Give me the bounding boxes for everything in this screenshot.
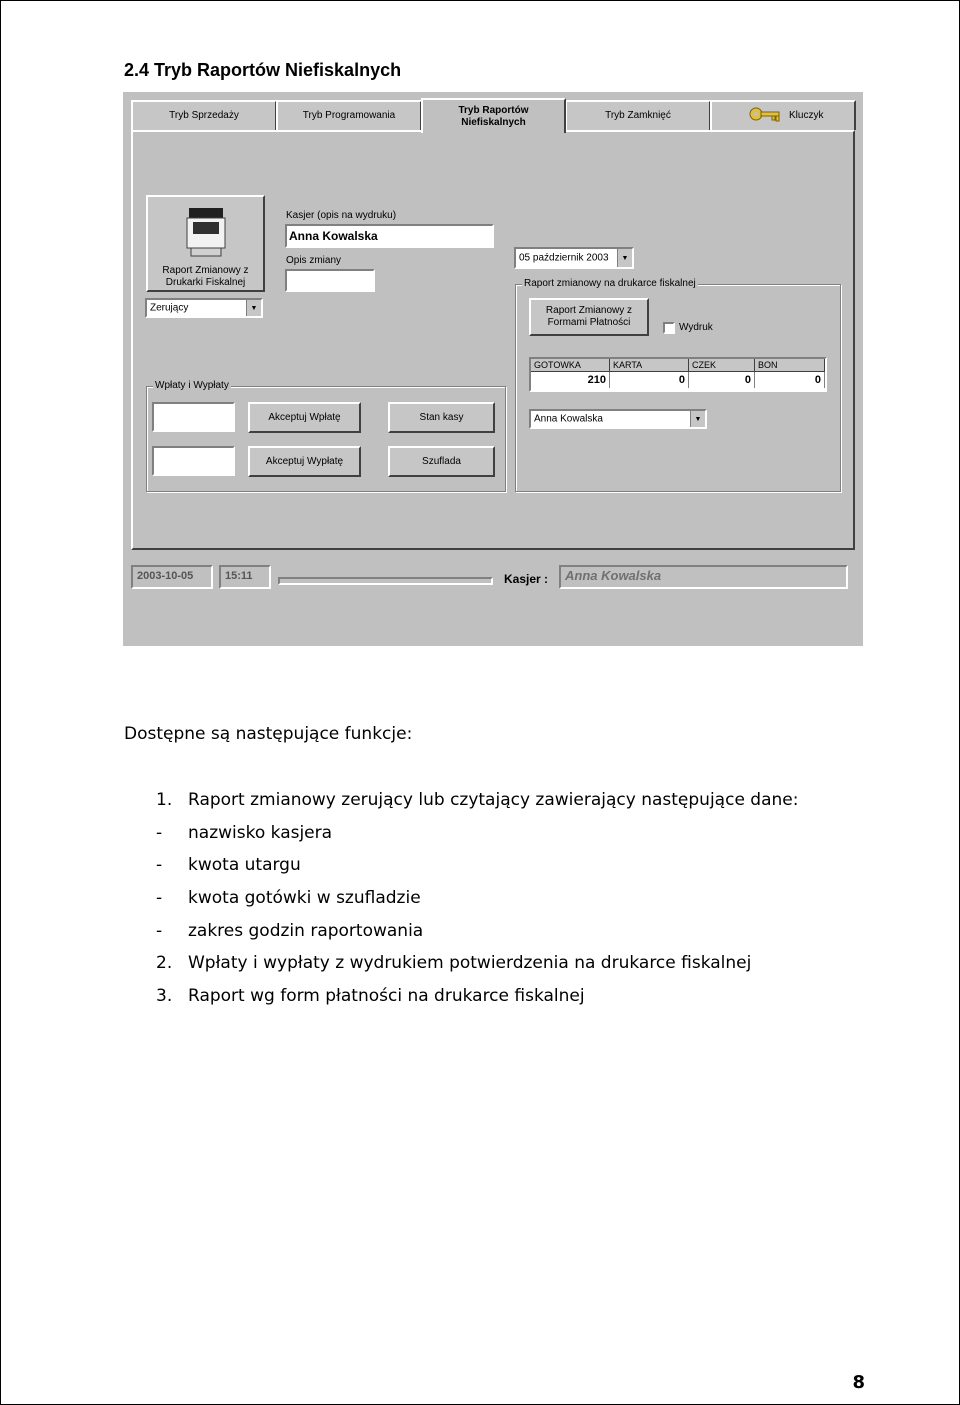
drawer-button[interactable]: Szuflada bbox=[388, 446, 495, 477]
grid-header-check: CZEK bbox=[689, 359, 755, 372]
payment-grid bbox=[529, 357, 827, 392]
payment-forms-report-button[interactable]: Raport Zmianowy z Formami Płatności bbox=[529, 298, 649, 336]
list-text: nazwisko kasjera bbox=[188, 823, 333, 843]
list-text: Raport zmianowy zerujący lub czytający zawierający następujące dane: bbox=[188, 790, 799, 810]
deposit-amount-field[interactable] bbox=[152, 402, 235, 432]
tab-key-label: Kluczyk bbox=[789, 110, 824, 121]
shift-description-field[interactable] bbox=[285, 269, 375, 292]
app-window bbox=[123, 92, 863, 646]
chevron-down-icon[interactable]: ▼ bbox=[690, 411, 705, 427]
tab-programming-mode[interactable]: Tryb Programowania bbox=[276, 100, 422, 130]
list-text: kwota gotówki w szufladzie bbox=[188, 888, 421, 908]
cashier-label: Kasjer (opis na wydruku) bbox=[286, 210, 397, 221]
cashier-combo[interactable] bbox=[529, 409, 707, 429]
cashier-combo-value: Anna Kowalska bbox=[534, 413, 603, 425]
grid-cell-check[interactable]: 0 bbox=[689, 372, 755, 388]
chevron-down-icon[interactable]: ▼ bbox=[617, 249, 632, 267]
date-value: 05 październik 2003 bbox=[519, 252, 609, 264]
printer-icon bbox=[185, 206, 227, 258]
key-icon bbox=[748, 106, 782, 126]
list-text: kwota utargu bbox=[188, 855, 301, 875]
accept-deposit-button[interactable]: Akceptuj Wpłatę bbox=[248, 402, 361, 433]
tab-closing-mode[interactable]: Tryb Zamknięć bbox=[565, 100, 711, 130]
grid-header-card: KARTA bbox=[610, 359, 689, 372]
cash-status-button[interactable]: Stan kasy bbox=[388, 402, 495, 433]
shift-report-fiscal-printer-button[interactable] bbox=[146, 195, 265, 292]
list-text: Wpłaty i wypłaty z wydrukiem potwierdzenia na drukarce fiskalnej bbox=[188, 953, 752, 973]
list-marker: 3. bbox=[156, 986, 173, 1006]
chevron-down-icon[interactable]: ▼ bbox=[246, 300, 261, 316]
accept-withdrawal-button[interactable]: Akceptuj Wypłatę bbox=[248, 446, 361, 477]
list-marker: 1. bbox=[156, 790, 173, 810]
status-date: 2003-10-05 bbox=[131, 565, 213, 589]
shift-report-button-label: Raport Zmianowy z Drukarki Fiskalnej bbox=[162, 265, 249, 288]
withdrawal-amount-field[interactable] bbox=[152, 446, 235, 476]
print-checkbox-label: Wydruk bbox=[679, 322, 713, 333]
list-marker: - bbox=[156, 823, 163, 843]
status-time: 15:11 bbox=[219, 565, 271, 589]
tab-non-fiscal-reports[interactable]: Tryb Raportów Niefiskalnych bbox=[421, 98, 566, 133]
list-text: Raport wg form płatności na drukarce fiskalnej bbox=[188, 986, 585, 1006]
grid-cell-cash[interactable]: 210 bbox=[531, 372, 610, 388]
report-mode-combo[interactable] bbox=[145, 298, 263, 318]
fiscal-report-group-title: Raport zmianowy na drukarce fiskalnej bbox=[524, 278, 696, 289]
grid-header-cash: GOTOWKA bbox=[531, 359, 610, 372]
cashier-field[interactable] bbox=[285, 224, 494, 248]
intro-text: Dostępne są następujące funkcje: bbox=[124, 724, 413, 744]
list-marker: - bbox=[156, 921, 163, 941]
list-text: zakres godzin raportowania bbox=[188, 921, 424, 941]
tab-sales-mode[interactable]: Tryb Sprzedaży bbox=[131, 100, 277, 130]
grid-cell-voucher[interactable]: 0 bbox=[755, 372, 825, 388]
section-heading: 2.4 Tryb Raportów Niefiskalnych bbox=[124, 60, 402, 80]
date-combo[interactable] bbox=[514, 247, 634, 269]
grid-cell-card[interactable]: 0 bbox=[610, 372, 689, 388]
print-checkbox[interactable] bbox=[663, 322, 675, 334]
status-cashier-label: Kasjer : bbox=[504, 572, 549, 586]
list-marker: - bbox=[156, 888, 163, 908]
tab-key[interactable] bbox=[710, 100, 856, 130]
progress-bar bbox=[278, 577, 493, 585]
shift-description-label: Opis zmiany bbox=[286, 255, 342, 266]
status-cashier-name: Anna Kowalska bbox=[559, 565, 848, 589]
list-marker: - bbox=[156, 855, 163, 875]
list-marker: 2. bbox=[156, 953, 173, 973]
page-number: 8 bbox=[852, 1372, 865, 1393]
cashier-value: Anna Kowalska bbox=[289, 229, 378, 243]
report-mode-value: Zerujący bbox=[150, 302, 189, 314]
grid-header-voucher: BON bbox=[755, 359, 825, 372]
payments-group-title: Wpłaty i Wypłaty bbox=[155, 380, 229, 391]
